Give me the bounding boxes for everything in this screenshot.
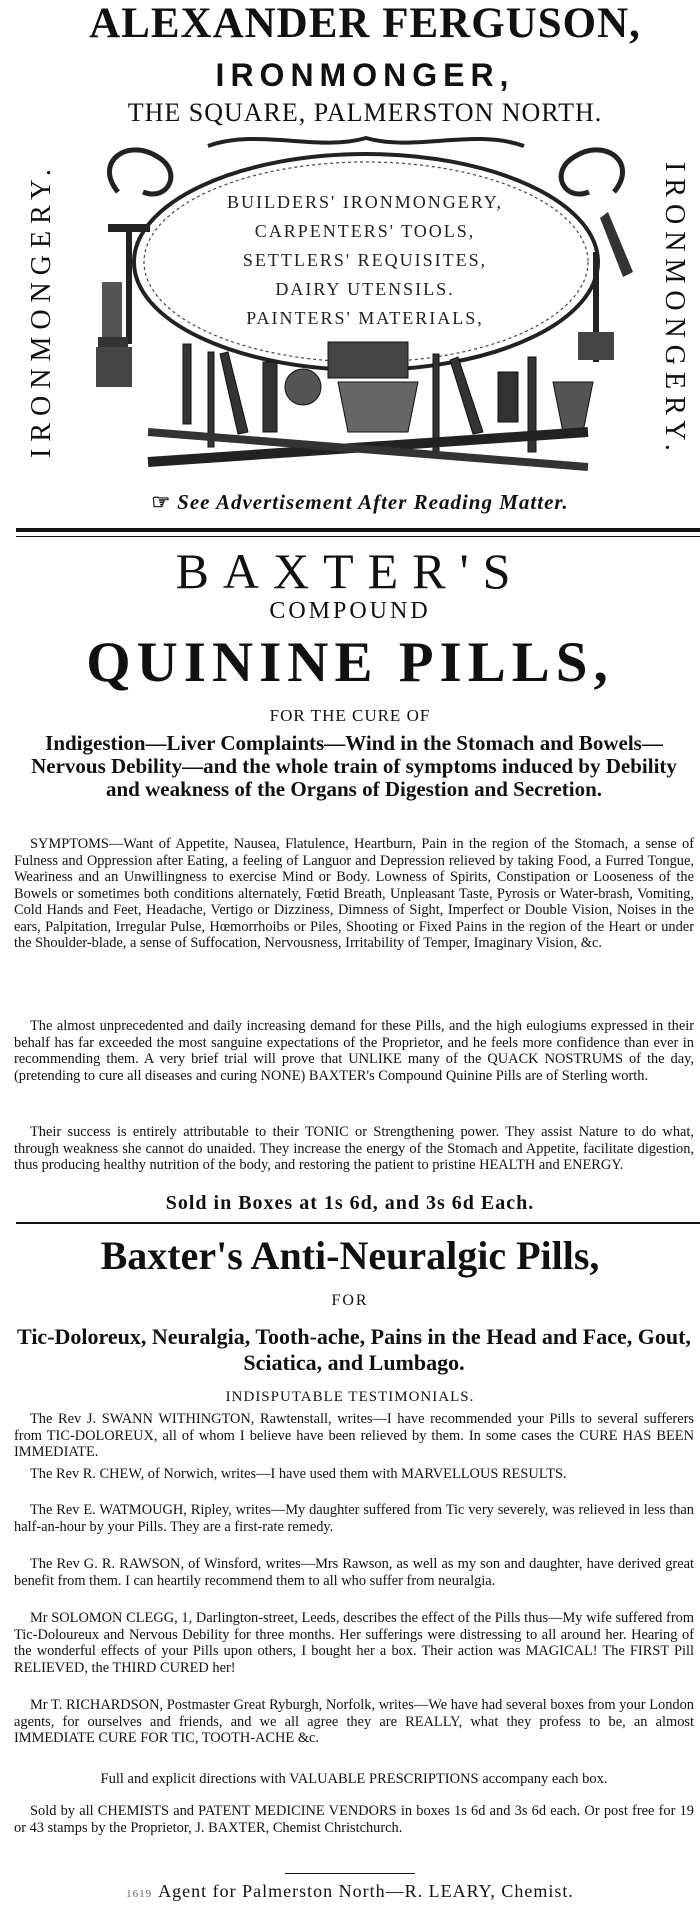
product-name: QUININE PILLS, [86,631,614,694]
reference-number: 1619 [126,1888,153,1900]
testimonial: The Rev J. SWANN WITHINGTON, Rawtenstall, writes—I have recommended your Pills to several sufferers from TIC-DOLOREUX, all of whom I believe have been relieved by them. In some cases the CURE HAS BEEN IMMEDIATE. [14,1411,694,1460]
section-rule-thin [16,536,700,537]
side-label-left: IRONMONGERY. [26,162,57,458]
success-paragraph: Their success is entirely attributable to their TONIC or Strengthening power. They assist Nature to do what, through weakness she cannot do unaided. They increase the energy of the Stomach and Appetite, facilitate digestion, thus producing healthy nutrition of the body, and restoring the patient to pristine HEALTH and ENERGY. [14,1124,694,1173]
testimonial: The Rev G. R. RAWSON, of Winsford, writes—Mrs Rawson, as well as my son and daughter, have derived great benefit from them. I can heartily recommend them to all who suffer from neuralgia. [14,1556,694,1589]
testimonial: Mr SOLOMON CLEGG, 1, Darlington-street, Leeds, describes the effect of the Pills thus—My wife suffered from Tic-Doloureux and Nervous Debility for three months. Her sufferings were distressing to all around her. Hearing of the wonderful effects of your Pills upon others, I bought her a box. Their action was MAGICAL! The FIRST Pill RELIEVED, the THIRD CURED her! [14,1610,694,1676]
price-line: Sold in Boxes at 1s 6d, and 3s 6d Each. [165,1192,535,1214]
testimonial: Mr T. RICHARDSON, Postmaster Great Ryburgh, Norfolk, writes—We have had several boxes from your London agents, for ourselves and friends, and we all agree they are REALLY, what they profess to be, an almost IMMEDIATE CURE FOR TIC, TOOTH-ACHE &c. [14,1697,694,1746]
agent-text: Agent for Palmerston North—R. LEARY, Chemist. [158,1881,574,1901]
ailments-list: Indigestion—Liver Complaints—Wind in the Stomach and Bowels—Nervous Debility—and the whole train of symptoms induced by Debility and weakness of the Organs of Digestion and Secretion. [31,731,677,801]
advertiser-trade: IRONMONGER, [215,57,515,93]
product-item: CARPENTERS' TOOLS, [254,221,476,241]
product-item: SETTLERS' REQUISITES, [242,250,488,270]
baxter-title: BAXTER'S [175,543,525,599]
section-rule [16,528,700,532]
neuralgic-title: Baxter's Anti-Neuralgic Pills, [100,1233,600,1278]
directions-line: Full and explicit directions with VALUABLE PRESCRIPTIONS accompany each box. [100,1771,608,1787]
for-cure-line: FOR THE CURE OF [269,706,431,725]
advertiser-name: ALEXANDER FERGUSON, [89,0,641,47]
see-advertisement-note [30,490,690,515]
side-label-right: IRONMONGERY. [659,162,690,458]
see-advertisement-text: See Advertisement After Reading Matter. [177,490,569,514]
product-item: DAIRY UTENSILS. [275,279,455,299]
product-item: PAINTERS' MATERIALS, [246,308,484,328]
testimonials-heading: INDISPUTABLE TESTIMONIALS. [225,1389,475,1405]
short-rule [285,1873,415,1874]
for-line: FOR [331,1292,369,1309]
neuralgic-ailments: Tic-Doloreux, Neuralgia, Tooth-ache, Pains in the Head and Face, Gout, Sciatica, and Lumbago. [17,1324,691,1375]
pointing-hand-icon: ☞ [151,490,172,514]
testimonial: The Rev E. WATMOUGH, Ripley, writes—My daughter suffered from Tic very severely, was relieved in less than half-an-hour by your Pills. They are a first-rate remedy. [14,1502,694,1535]
section-rule [16,1222,700,1224]
symptoms-paragraph: SYMPTOMS—Want of Appetite, Nausea, Flatulence, Heartburn, Pain in the region of the Stomach, a sense of Fulness and Oppression after Eating, a feeling of Languor and Depression relieved by taking Food, a Furred Tongue, Weariness and an Unwillingness to exercise Mind or Body. Lowness of Spirits, Constipation or Looseness of the Bowels or sometimes both conditions alternately, Fœtid Breath, Unpleasant Taste, Pyrosis or Water-brash, Vomiting, Cold Hands and Feet, Headache, Vertigo or Dizziness, Dimness of Sight, Imperfect or Double Vision, Noises in the ears, Palpitation, Irregular Pulse, Hœmorrhoibs or Piles, Shooting or Fixed Pains in the region of the Heart or under the Shoulder-blade, a sense of Suffocation, Nervousness, Irritability of Temper, Imaginary Vision, &c. [14,836,694,951]
demand-paragraph: The almost unprecedented and daily increasing demand for these Pills, and the high eulogiums expressed in their behalf has far exceeded the most sanguine expectations of the Proprietor, and he feels more confidence than ever in recommending them. A very brief trial will prove that UNLIKE many of the QUACK NOSTRUMS of the day, (pretending to cure all diseases and curing NONE) BAXTER's Compound Quinine Pills are of Sterling worth. [14,1018,694,1084]
testimonial: The Rev R. CHEW, of Norwich, writes—I have used them with MARVELLOUS RESULTS. [30,1466,567,1482]
agent-line [0,1881,700,1902]
products-list [150,188,580,333]
advertiser-address: THE SQUARE, PALMERSTON NORTH. [127,98,603,127]
vendors-paragraph: Sold by all CHEMISTS and PATENT MEDICINE VENDORS in boxes 1s 6d and 3s 6d each. Or post free for 19 or 43 stamps by the Proprietor, J. BAXTER, Chemist Christchurch. [14,1803,694,1836]
product-item: BUILDERS' IRONMONGERY, [227,192,503,212]
baxter-subtitle: COMPOUND [269,598,431,624]
